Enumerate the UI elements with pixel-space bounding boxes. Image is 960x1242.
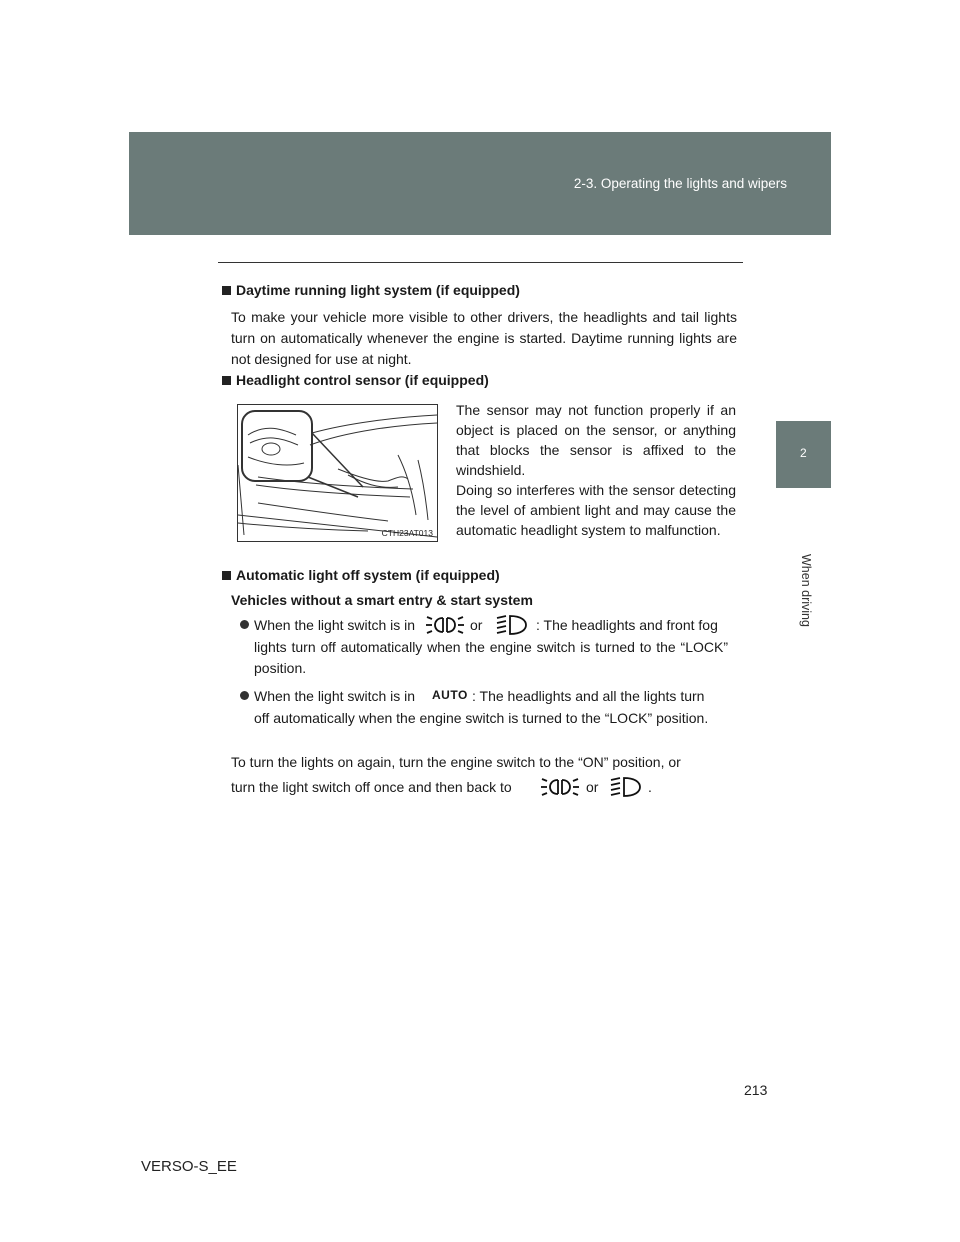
tail-light-icon: [425, 612, 465, 638]
sensor-heading: Headlight control sensor (if equipped): [222, 370, 489, 390]
sensor-body-1: The sensor may not function properly if an object is placed on the sensor, or anything that blocks the sensor is affixed to the windshield.: [456, 402, 736, 478]
auto-off-heading: Automatic light off system (if equipped): [222, 565, 500, 585]
bullet2-body: off automatically when the engine switch is turned to the “LOCK” position.: [254, 710, 709, 726]
bullet1-tail: : The headlights and front fog: [536, 617, 718, 633]
final-para-end: .: [648, 779, 652, 795]
figure-code: CTH23AT013: [381, 528, 433, 538]
bullet1-body: lights turn off automatically when the engine switch is turned to the “LOCK” position.: [254, 639, 728, 676]
headlight-icon: [608, 774, 642, 800]
sensor-figure: [237, 404, 438, 542]
round-bullet-icon: [240, 691, 249, 700]
square-bullet-icon: [222, 376, 231, 385]
chapter-label: When driving: [799, 554, 813, 627]
daytime-heading: Daytime running light system (if equipped): [222, 280, 520, 300]
square-bullet-icon: [222, 286, 231, 295]
square-bullet-icon: [222, 571, 231, 580]
headlight-icon: [494, 612, 528, 638]
page-number: 213: [744, 1082, 768, 1098]
bullet1-or: or: [470, 617, 483, 633]
tail-light-icon: [540, 774, 580, 800]
final-para-or: or: [586, 779, 599, 795]
chapter-number: 2: [800, 446, 807, 460]
final-para-line1: To turn the lights on again, turn the engine switch to the “ON” position, or: [231, 754, 681, 770]
bullet1-lead: When the light switch is in: [240, 615, 415, 635]
section-title: 2-3. Operating the lights and wipers: [573, 176, 787, 191]
auto-position-icon: AUTO: [432, 688, 468, 702]
bullet2-lead: When the light switch is in: [240, 686, 415, 706]
auto-off-subtitle: Vehicles without a smart entry & start system: [231, 592, 533, 608]
doc-code: VERSO-S_EE: [141, 1158, 237, 1175]
round-bullet-icon: [240, 620, 249, 629]
windshield-sensor-illustration: [238, 405, 437, 541]
top-rule: [218, 262, 743, 263]
sensor-body-2: Doing so interferes with the sensor detecting the level of ambient light and may cause the automatic headlight system to malfunction.: [456, 482, 736, 538]
final-para-line2: turn the light switch off once and then back to: [231, 779, 512, 795]
bullet2-tail: : The headlights and all the lights turn: [472, 688, 705, 704]
daytime-body: To make your vehicle more visible to other drivers, the headlights and tail lights turn on automatically whenever the engine is started. Daytime running lights are not designed for use at night.: [231, 309, 737, 367]
